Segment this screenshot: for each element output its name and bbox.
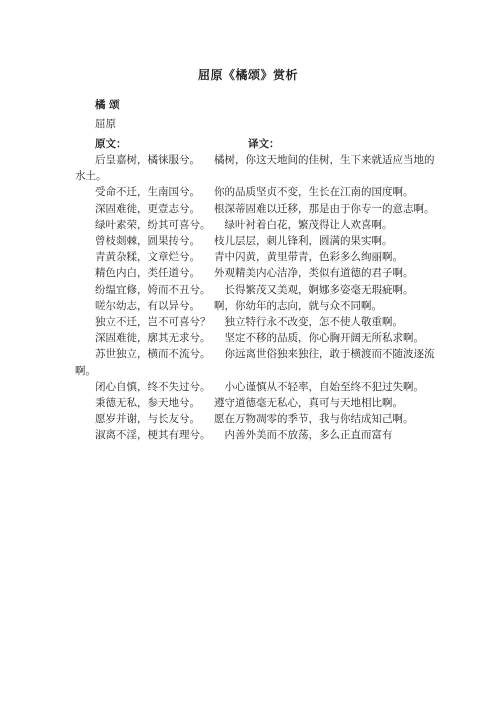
poem-line: 曾枝剡棘，圆果抟兮。 枝儿层层，刺儿锋利，圆满的果实啊。 (95, 235, 393, 248)
poem-title: 橘 颂 (95, 99, 120, 111)
poem-line: 受命不迁，生南国兮。 你的品质坚贞不变，生长在江南的国度啊。 (95, 186, 414, 199)
column-headers (95, 136, 435, 151)
poem-content (75, 152, 435, 444)
poem-line: 苏世独立，横而不流兮。 你远离世俗独来独往，敢于横渡而不随波逐流啊。 (75, 348, 435, 377)
poem-line: 闭心自慎，终不失过兮。 小心谨慎从不轻率，自始至终不犯过失啊。 (95, 380, 424, 393)
poem-line: 青黄杂糅，文章烂兮。 青中闪黄，黄里带青，色彩多么绚丽啊。 (95, 251, 403, 264)
poem-line: 秉德无私，参天地兮。 遵守道德毫无私心，真可与天地相比啊。 (95, 397, 403, 410)
document-title: 屈原《橘颂》赏析 (197, 68, 298, 82)
translation-header: 译文： (248, 138, 280, 150)
poem-line: 独立不迁，岂不可喜兮？ 独立特行永不改变，怎不使人敬重啊。 (95, 316, 403, 329)
poem-line: 后皇嘉树，橘徕服兮。 橘树，你这天地间的佳树，生下来就适应当地的水土。 (75, 154, 435, 183)
poem-line: 嗟尔幼志，有以异兮。 啊，你幼年的志向，就与众不同啊。 (95, 299, 382, 312)
poem-line: 精色内白，类任道兮。 外观精美内心洁净，类似有道德的君子啊。 (95, 267, 414, 280)
poem-line: 深固难徙，廓其无求兮。 坚定不移的品质，你心胸开阔无所私求啊。 (95, 332, 424, 345)
poem-line: 绿叶素荣，纷其可喜兮。 绿叶衬着白花，繁茂得让人欢喜啊。 (95, 218, 393, 231)
poem-line: 纷缊宜修，姱而不丑兮。 长得繁茂又美观，婀娜多姿毫无瑕疵啊。 (95, 283, 414, 296)
poem-line: 淑离不淫，梗其有理兮。 内善外美而不放荡，多么正直而富有 (95, 429, 393, 442)
original-header: 原文： (95, 138, 127, 150)
poem-line: 愿岁并谢，与长友兮。 愿在万物凋零的季节，我与你结成知己啊。 (95, 413, 414, 426)
poem-line: 深固难徙，更壹志兮。 根深蒂固难以迁移，那是由于你专一的意志啊。 (95, 202, 435, 215)
poem-author: 屈原 (95, 118, 116, 130)
